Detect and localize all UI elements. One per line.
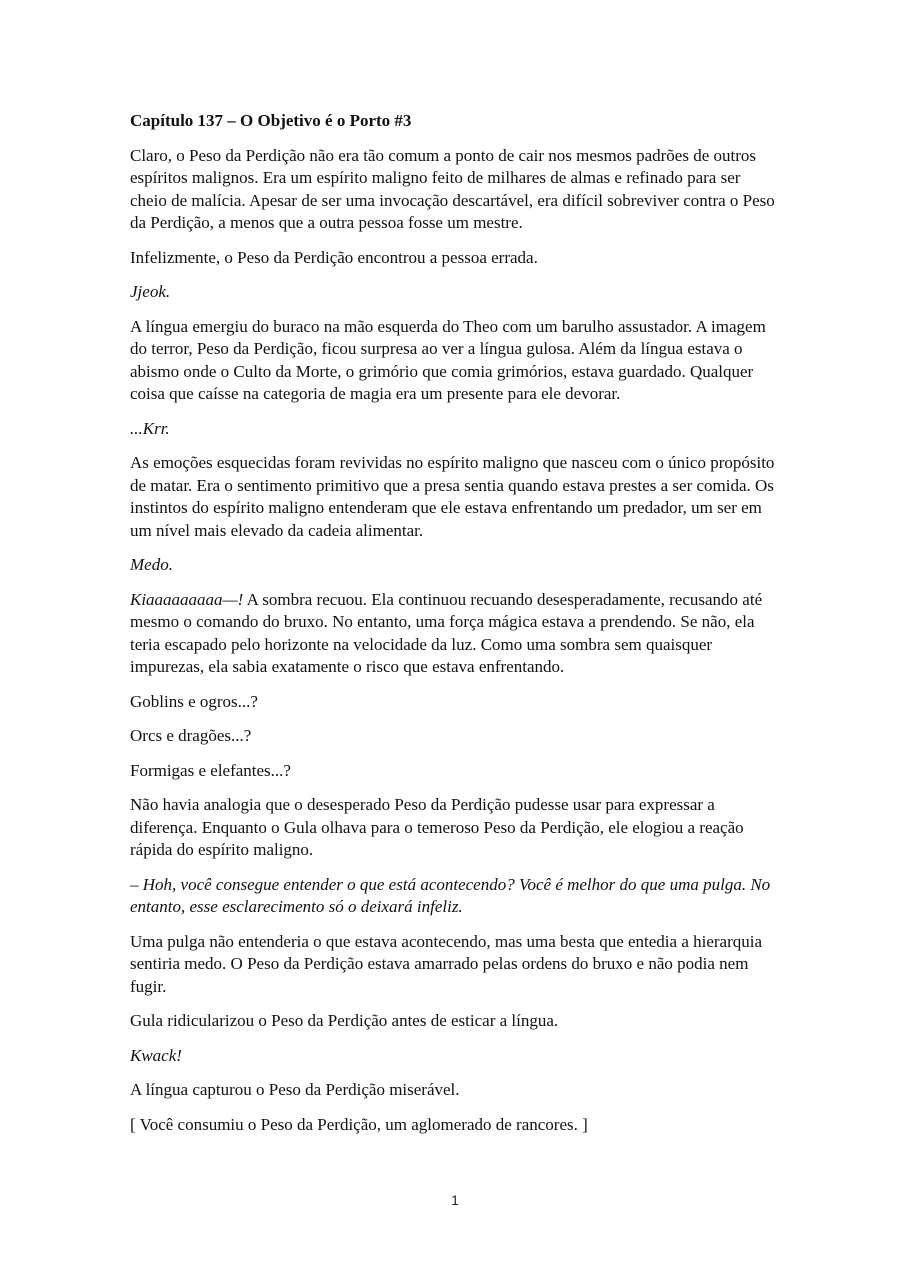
- chapter-title: Capítulo 137 – O Objetivo é o Porto #3: [130, 111, 412, 130]
- paragraph-14: Uma pulga não entenderia o que estava acontecendo, mas uma besta que entedia a hierarquia sentiria medo. O Peso da Perdição estava amarrado pelas ordens do bruxo e não podia nem fugir.: [130, 931, 763, 996]
- sound-effect-jjeok: Jjeok.: [130, 282, 171, 301]
- paragraph-4: A língua emergiu do buraco na mão esquerda do Theo com um barulho assustador. A imagem do terror, Peso da Perdição, ficou surpresa ao ver a língua gulosa. Além da língua estava o abismo onde o Culto da Morte, o grimório que comia grimórios, estava guardado. Qualquer coisa que caísse na categoria de magia era um presente para ele devorar.: [130, 316, 766, 403]
- paragraph-6: As emoções esquecidas foram revividas no espírito maligno que nasceu com o único propósito de matar. Era o sentimento primitivo que a presa sentia quando estava prestes a ser comida. Os instintos do espírito maligno entenderam que ele estava enfrentando um predador, um ser em um nível mais elevado da cadeia alimentar.: [130, 453, 775, 540]
- paragraph-medo: Medo.: [130, 555, 173, 574]
- paragraph-1: Claro, o Peso da Perdição não era tão comum a ponto de cair nos mesmos padrões de outros espíritos malignos. Era um espírito maligno feito de milhares de almas e refinado para ser cheio de malícia. Apesar de ser uma invocação descartável, era difícil sobreviver contra o Peso da Perdição, a menos que a outra pessoa fosse um mestre.: [130, 145, 775, 232]
- scream-text: Kiaaaaaaaaa—!: [130, 589, 244, 609]
- page-number: 1: [451, 1192, 459, 1208]
- sound-effect-krr: ...Krr.: [130, 418, 170, 438]
- paragraph-15: Gula ridicularizou o Peso da Perdição antes de esticar a língua.: [130, 1011, 559, 1030]
- paragraph-8-body: A sombra recuou. Ela continuou recuando desesperadamente, recusando até mesmo o comando do bruxo. No entanto, uma força mágica estava a prendendo. Se não, ela teria escapado pelo horizonte na velocidade da luz. Como uma sombra sem quaisquer impurezas, ela sabia exatamente o risco que estava enfrentando.: [130, 589, 763, 676]
- paragraph-17: A língua capturou o Peso da Perdição miserável.: [130, 1080, 460, 1099]
- paragraph-12: Não havia analogia que o desesperado Peso da Perdição pudesse usar para expressar a diferença. Enquanto o Gula olhava para o temeroso Peso da Perdição, ele elogiou a reação rápida do espírito maligno.: [130, 795, 744, 859]
- sound-effect-kwack: Kwack!: [130, 1045, 182, 1065]
- dialogue-gula: – Hoh, você consegue entender o que está acontecendo? Você é melhor do que uma pulga. No entanto, esse esclarecimento só o deixará infeliz.: [130, 874, 771, 916]
- system-message: [ Você consumiu o Peso da Perdição, um aglomerado de rancores. ]: [130, 1114, 588, 1134]
- document-page: [130, 110, 780, 1148]
- paragraph-goblins: Goblins e ogros...?: [130, 691, 258, 711]
- paragraph-orcs: Orcs e dragões...?: [130, 726, 252, 745]
- paragraph-formigas: Formigas e elefantes...?: [130, 760, 291, 780]
- paragraph-8: [130, 589, 780, 679]
- paragraph-2: Infelizmente, o Peso da Perdição encontrou a pessoa errada.: [130, 247, 538, 267]
